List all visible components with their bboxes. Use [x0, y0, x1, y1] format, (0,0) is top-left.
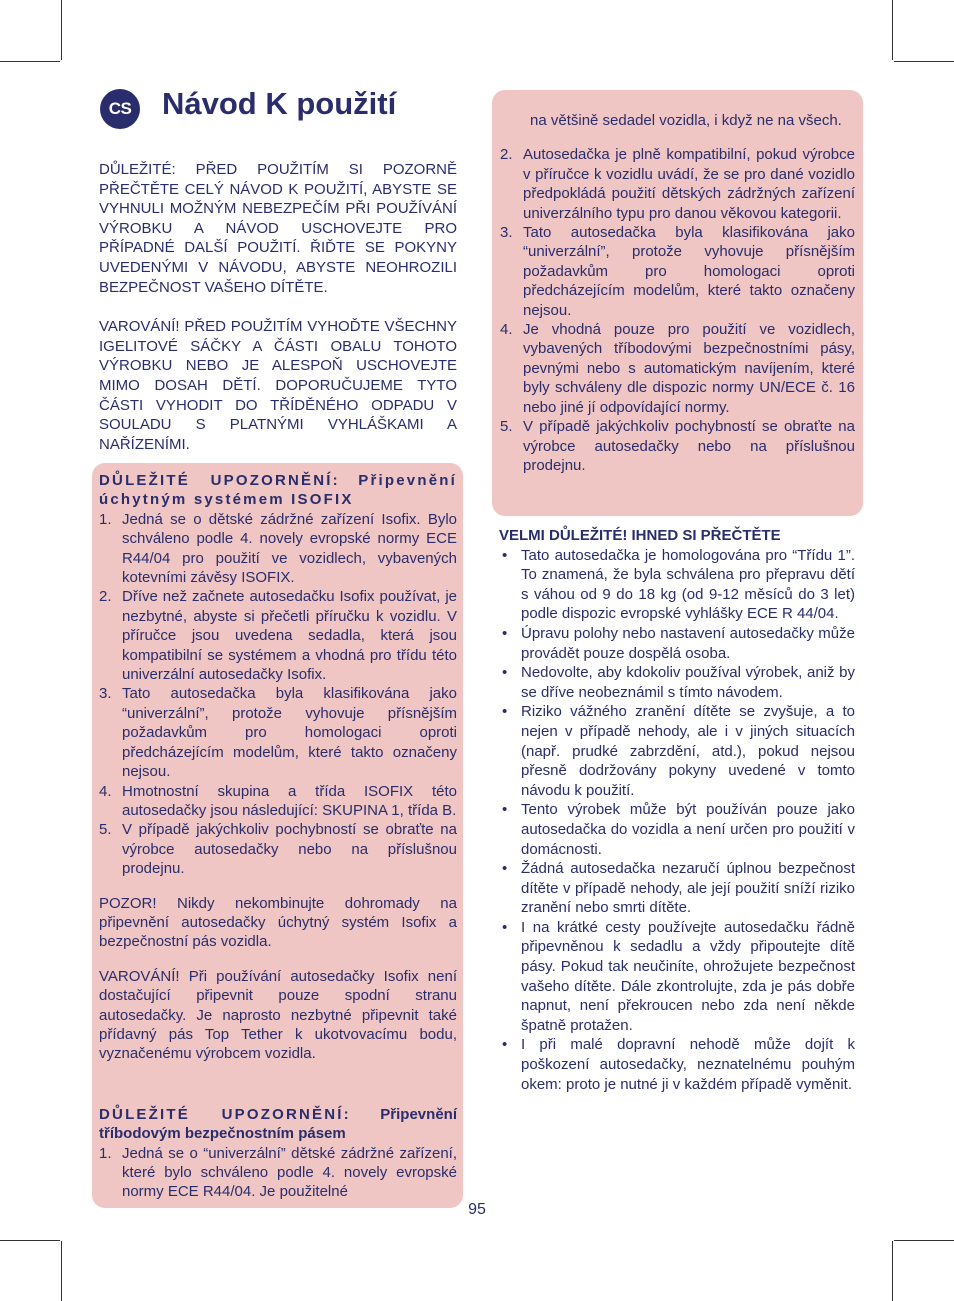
belt-list [99, 1144, 457, 1202]
crop-mark [892, 0, 893, 60]
isofix-list [99, 510, 457, 879]
belt-item-continuation: na většině sedadel vozidla, i když ne na všech. [530, 112, 842, 129]
important-section [499, 526, 855, 1094]
belt-list-continued [500, 145, 855, 475]
page-number: 95 [468, 1201, 486, 1218]
belt-heading: DŮLEŽITÉ UPOZORNĚNÍ: Připevnění tříbodovým bezpečnostním pásem [99, 1105, 457, 1143]
intro-section [99, 160, 457, 454]
important-heading: VELMI DŮLEŽITÉ! IHNED SI PŘEČTĚTE [499, 527, 781, 544]
crop-mark [892, 1241, 893, 1301]
intro-paragraph: DŮLEŽITÉ: PŘED POUŽITÍM SI POZORNĚ PŘEČTĚTE CELÝ NÁVOD K POUŽITÍ, ABYSTE SE VYHNULI MOŽNÝM NEBEZPEČÍM PŘI POUŽÍVÁNÍ VÝROBKU A NÁVOD USCHOVEJTE PRO PŘÍPADNÉ DALŠÍ POUŽITÍ. ŘIĎTE SE POKYNY UVEDENÝMI V NÁVODU, ABYSTE NEOHROZILI BEZPEČNOST VAŠEHO DÍTĚTE. [99, 161, 457, 296]
important-list [499, 546, 855, 1095]
isofix-box [92, 463, 463, 1208]
crop-mark [61, 0, 62, 60]
list-item: 1. Jedná se o “univerzální” dětské zádržné zařízení, které bylo schváleno podle 4. novely evropské normy ECE R44/04. Je použitelné [99, 1144, 457, 1201]
list-item: • I při malé dopravní nehodě může dojít k poškození autosedačky, neznatelnému pouhým okem: proto je nutné ji v každém případě vyměnit. [502, 1036, 855, 1093]
list-item: • Nedovolte, aby kdokoliv používal výrobek, aniž by se dříve neobeznámil s tímto návodem. [502, 664, 855, 701]
list-item: • Úpravu polohy nebo nastavení autosedačky může provádět pouze dospělá osoba. [502, 624, 855, 662]
list-item: 5. V případě jakýchkoliv pochybností se obraťte na výrobce autosedačky nebo na příslušnou prodejnu. [500, 418, 855, 474]
warning-paragraph: VAROVÁNÍ! PŘED POUŽITÍM VYHOĎTE VŠECHNY IGELITOVÉ SÁČKY A ČÁSTI OBALU TOHOTO VÝROBKU NEBO JE ALESPOŇ USCHOVEJTE MIMO DOSAH DĚTÍ. DOPORUČUJEME TYTO ČÁSTI VYHODIT DO TŘÍDĚNÉHO ODPADU V SOULADU S PLATNÝMI VYHLÁŠKAMI A NAŘÍZENÍMI. [99, 318, 457, 453]
crop-mark [61, 1241, 62, 1301]
language-badge: CS [100, 89, 140, 129]
list-item: 3. Tato autosedačka byla klasifikována jako “univerzální”, protože vyhovuje přísnějším požadavkům pro homologaci oproti předcházejícím modelům, které takto označeny nejsou. [99, 685, 457, 781]
list-item: 4. Hmotnostní skupina a třída ISOFIX této autosedačky jsou následující: SKUPINA 1, třída B. [99, 782, 457, 819]
list-item: 2. Dříve než začnete autosedačku Isofix používat, je nezbytné, abyste si přečetli příručku k vozidlu. V příručce jsou uvedena sedadla, která jsou kompatibilní se systémem a vhodná pro třídu této univerzální autosedačky Isofix. [99, 588, 457, 684]
crop-mark [894, 61, 954, 62]
isofix-heading: DŮLEŽITÉ UPOZORNĚNÍ: Připevnění úchytným systémem ISOFIX [99, 472, 457, 509]
crop-mark [894, 1240, 954, 1241]
crop-mark [0, 1240, 60, 1241]
list-item: 5. V případě jakýchkoliv pochybností se obraťte na výrobce autosedačky nebo na příslušnou prodejnu. [99, 821, 457, 878]
list-item: • Tento výrobek může být používán pouze jako autosedačka do vozidla a není určen pro použití v domácnosti. [502, 801, 855, 858]
list-item: 4. Je vhodná pouze pro použití ve vozidlech, vybavených tříbodovými bezpečnostními pásy, pevnými nebo s automatickým navíjením, které byly schváleny dle dispozic normy UN/ECE č. 16 nebo jiné jí odpovídající normy. [500, 321, 855, 416]
list-item: • Riziko vážného zranění dítěte se zvyšuje, a to nejen v případě nehody, ale i v jiných situacích (např. prudké zabrzdění, atd.), pokud nejsou přesně dodržovány pokyny uvedené v tomto návodu k použití. [502, 703, 855, 799]
crop-mark [0, 61, 60, 62]
list-item: 1. Jedná se o dětské zádržné zařízení Isofix. Bylo schváleno podle 4. novely evropské normy ECE R44/04 pro použití ve vozidlech, vybavených kotevními závěsy ISOFIX. [99, 510, 457, 587]
pozor-paragraph: POZOR! Nikdy nekombinujte dohromady na připevnění autosedačky úchytný systém Isofix a bezpečnostní pás vozidla. [99, 894, 457, 951]
list-item: 3. Tato autosedačka byla klasifikována jako “univerzální”, protože vyhovuje přísnějším požadavkům pro homologaci oproti předcházejícím modelům, které takto označeny nejsou. [500, 224, 855, 319]
list-item: • I na krátké cesty používejte autosedačku řádně připevněnou k sedadlu a vždy připoutejte dítě pásy. Pokud tak neučiníte, ohrožujete bezpečnost vašeho dítěte. Dále zkontrolujte, zda je pás dobře napnut, není překroucen nebo zda není někde špatně protažen. [502, 918, 855, 1034]
list-item: 2. Autosedačka je plně kompatibilní, pokud výrobce v příručce k vozidlu uvádí, že se pro dané vozidlo předpokládá použití dětských zádržných zařízení univerzálního typu pro danou věkovou kategorii. [500, 146, 855, 222]
varovani-paragraph: VAROVÁNÍ! Při používání autosedačky Isofix není dostačující připevnit pouze spodní stranu autosedačky. Je naprosto nezbytné připevnit také přídavný pás Top Tether k ukotvovacímu bodu, vyznačenému výrobcem vozidla. [99, 967, 457, 1063]
list-item: • Žádná autosedačka nezaručí úplnou bezpečnost dítěte v případě nehody, ale její použití sníží riziko zranění nebo smrti dítěte. [502, 860, 855, 917]
belt-box-continued [492, 90, 863, 516]
page-title: Návod K použití [162, 86, 397, 121]
list-item: • Tato autosedačka je homologována pro “Třídu 1”. To znamená, že byla schválena pro přepravu dětí s váhou od 9 do 18 kg (od 9-12 měsíců do 3 let) podle dispozic evropské vyhlášky ECE R 44/04. [502, 546, 855, 623]
